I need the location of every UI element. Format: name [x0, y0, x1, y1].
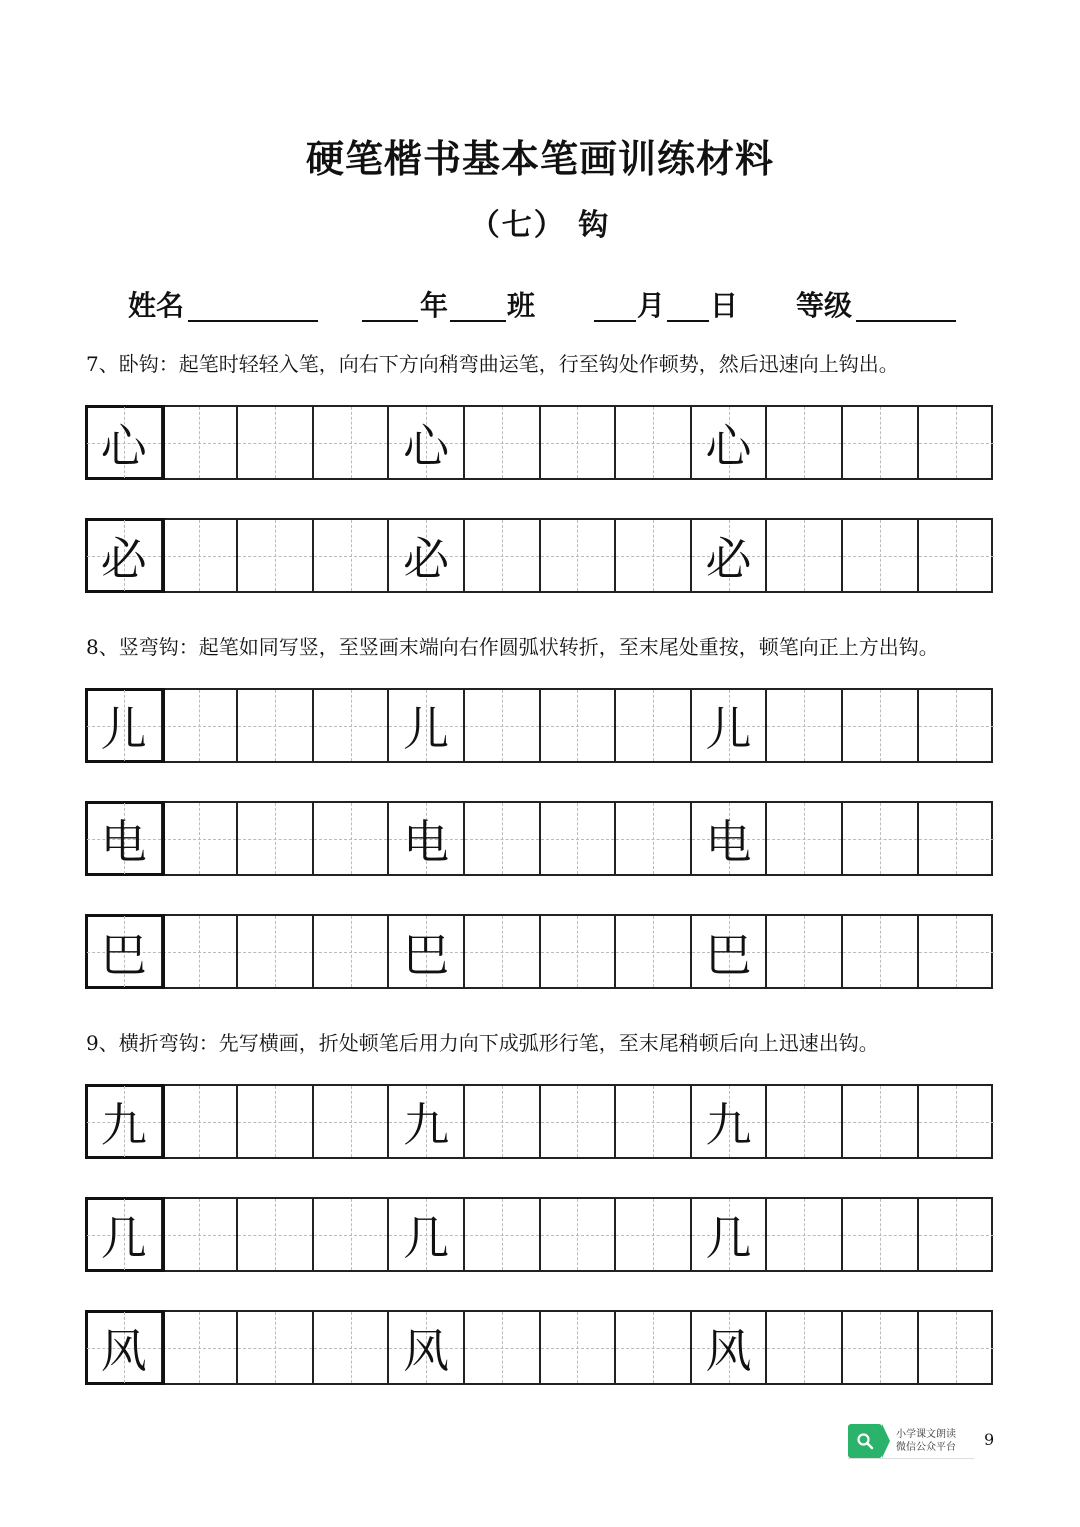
practice-cell	[541, 1312, 617, 1383]
search-icon	[848, 1424, 882, 1458]
practice-cell	[163, 1199, 239, 1270]
class-label: 班	[507, 289, 536, 322]
grade-label: 等级	[796, 289, 853, 322]
practice-cell	[163, 690, 239, 761]
practice-cell	[616, 1086, 692, 1157]
practice-cell	[314, 916, 390, 987]
practice-cell	[541, 690, 617, 761]
practice-character: 电	[100, 814, 147, 869]
model-character-cell	[87, 803, 163, 874]
practice-cell	[919, 803, 995, 874]
practice-cell	[843, 1312, 919, 1383]
practice-cell	[238, 690, 314, 761]
practice-cell	[389, 803, 465, 874]
model-character-cell	[87, 520, 163, 591]
practice-cell	[767, 916, 843, 987]
practice-cell	[843, 1086, 919, 1157]
practice-cell	[465, 1199, 541, 1270]
practice-row	[85, 1084, 993, 1159]
practice-cell	[389, 407, 465, 478]
practice-cell	[843, 690, 919, 761]
practice-cell	[389, 1199, 465, 1270]
practice-cell	[541, 1199, 617, 1270]
practice-row	[85, 1197, 993, 1272]
practice-cell	[238, 1312, 314, 1383]
model-character-cell	[87, 1312, 163, 1383]
grade-blank	[856, 320, 956, 322]
practice-cell	[541, 520, 617, 591]
practice-cell	[314, 1199, 390, 1270]
practice-cell	[314, 520, 390, 591]
brand-line-1: 小学课文朗读	[896, 1429, 956, 1440]
practice-cell	[692, 1199, 768, 1270]
practice-cell	[767, 803, 843, 874]
practice-row	[85, 688, 993, 763]
student-info-row	[0, 286, 1080, 326]
practice-cell	[616, 916, 692, 987]
practice-cell	[465, 520, 541, 591]
practice-cell	[238, 520, 314, 591]
practice-cell	[767, 1199, 843, 1270]
practice-cell	[919, 520, 995, 591]
practice-character: 风	[705, 1323, 752, 1378]
practice-cell	[767, 407, 843, 478]
practice-cell	[465, 407, 541, 478]
practice-cell	[465, 803, 541, 874]
practice-cell	[389, 1086, 465, 1157]
practice-cell	[163, 520, 239, 591]
practice-cell	[767, 1086, 843, 1157]
brand-logo	[848, 1424, 974, 1459]
practice-cell	[843, 407, 919, 478]
practice-cell	[465, 1086, 541, 1157]
model-character-cell	[87, 690, 163, 761]
practice-cell	[465, 1312, 541, 1383]
practice-character: 儿	[403, 701, 450, 756]
practice-cell	[616, 1199, 692, 1270]
practice-row	[85, 405, 993, 480]
practice-row	[85, 1310, 993, 1385]
practice-cell	[238, 916, 314, 987]
practice-character: 心	[705, 418, 752, 473]
practice-cell	[616, 690, 692, 761]
practice-cell	[767, 520, 843, 591]
practice-character: 必	[403, 531, 450, 586]
practice-cell	[692, 1086, 768, 1157]
practice-cell	[389, 1312, 465, 1383]
practice-cell	[692, 1312, 768, 1383]
practice-cell	[919, 407, 995, 478]
practice-cell	[163, 916, 239, 987]
month-blank	[594, 320, 636, 322]
practice-character: 必	[705, 531, 752, 586]
practice-cell	[465, 690, 541, 761]
practice-cell	[389, 916, 465, 987]
model-character-cell	[87, 916, 163, 987]
model-character-cell	[87, 407, 163, 478]
practice-cell	[843, 803, 919, 874]
practice-cell	[314, 690, 390, 761]
page-subtitle: （七） 钩	[469, 208, 611, 243]
practice-cell	[541, 407, 617, 478]
practice-cell	[465, 916, 541, 987]
practice-cell	[163, 1312, 239, 1383]
practice-character: 几	[705, 1210, 752, 1265]
practice-cell	[314, 1086, 390, 1157]
year-blank	[362, 320, 418, 322]
page-title: 硬笔楷书基本笔画训练材料	[305, 137, 774, 181]
practice-character: 巴	[100, 927, 147, 982]
practice-cell	[238, 1086, 314, 1157]
practice-row	[85, 518, 993, 593]
model-character-cell	[87, 1086, 163, 1157]
practice-character: 电	[705, 814, 752, 869]
practice-cell	[163, 407, 239, 478]
practice-row	[85, 801, 993, 876]
practice-character: 儿	[705, 701, 752, 756]
page-number: 9	[984, 1430, 995, 1449]
practice-cell	[843, 520, 919, 591]
practice-cell	[541, 1086, 617, 1157]
practice-character: 电	[403, 814, 450, 869]
practice-cell	[389, 520, 465, 591]
month-label: 月	[637, 289, 666, 322]
day-blank	[667, 320, 709, 322]
practice-character: 巴	[403, 927, 450, 982]
practice-character: 九	[100, 1097, 147, 1152]
practice-cell	[919, 916, 995, 987]
practice-cell	[843, 916, 919, 987]
practice-cell	[238, 407, 314, 478]
practice-cell	[616, 803, 692, 874]
practice-cell	[692, 690, 768, 761]
practice-character: 九	[705, 1097, 752, 1152]
practice-cell	[314, 407, 390, 478]
brand-line-2: 微信公众平台	[896, 1442, 956, 1453]
practice-cell	[314, 1312, 390, 1383]
instruction-section-8: 8、竖弯钩：起笔如同写竖，至竖画末端向右作圆弧状转折，至末尾处重按，顿笔向正上方出钩。	[86, 635, 939, 659]
practice-cell	[843, 1199, 919, 1270]
day-label: 日	[710, 289, 739, 322]
year-label: 年	[420, 289, 449, 322]
practice-cell	[919, 690, 995, 761]
practice-cell	[767, 1312, 843, 1383]
practice-cell	[919, 1199, 995, 1270]
practice-cell	[238, 1199, 314, 1270]
practice-cell	[163, 803, 239, 874]
practice-cell	[314, 803, 390, 874]
practice-character: 九	[403, 1097, 450, 1152]
practice-cell	[692, 916, 768, 987]
practice-cell	[541, 803, 617, 874]
practice-cell	[616, 520, 692, 591]
practice-cell	[238, 803, 314, 874]
class-blank	[450, 320, 506, 322]
practice-character: 巴	[705, 927, 752, 982]
practice-character: 风	[100, 1323, 147, 1378]
practice-row	[85, 914, 993, 989]
practice-cell	[919, 1086, 995, 1157]
practice-cell	[767, 690, 843, 761]
practice-cell	[616, 407, 692, 478]
instruction-section-7: 7、卧钩：起笔时轻轻入笔，向右下方向稍弯曲运笔，行至钩处作顿势，然后迅速向上钩出。	[86, 352, 899, 376]
name-label: 姓名	[128, 289, 185, 322]
practice-character: 必	[100, 531, 147, 586]
practice-character: 儿	[100, 701, 147, 756]
practice-character: 几	[403, 1210, 450, 1265]
practice-cell	[692, 407, 768, 478]
instruction-section-9: 9、横折弯钩：先写横画，折处顿笔后用力向下成弧形行笔，至末尾稍顿后向上迅速出钩。	[86, 1031, 879, 1055]
model-character-cell	[87, 1199, 163, 1270]
practice-cell	[919, 1312, 995, 1383]
practice-cell	[692, 520, 768, 591]
name-blank	[188, 320, 318, 322]
practice-cell	[389, 690, 465, 761]
practice-cell	[163, 1086, 239, 1157]
practice-character: 心	[100, 418, 147, 473]
practice-cell	[692, 803, 768, 874]
practice-character: 心	[403, 418, 450, 473]
practice-cell	[541, 916, 617, 987]
practice-cell	[616, 1312, 692, 1383]
practice-character: 风	[403, 1323, 450, 1378]
practice-character: 几	[100, 1210, 147, 1265]
